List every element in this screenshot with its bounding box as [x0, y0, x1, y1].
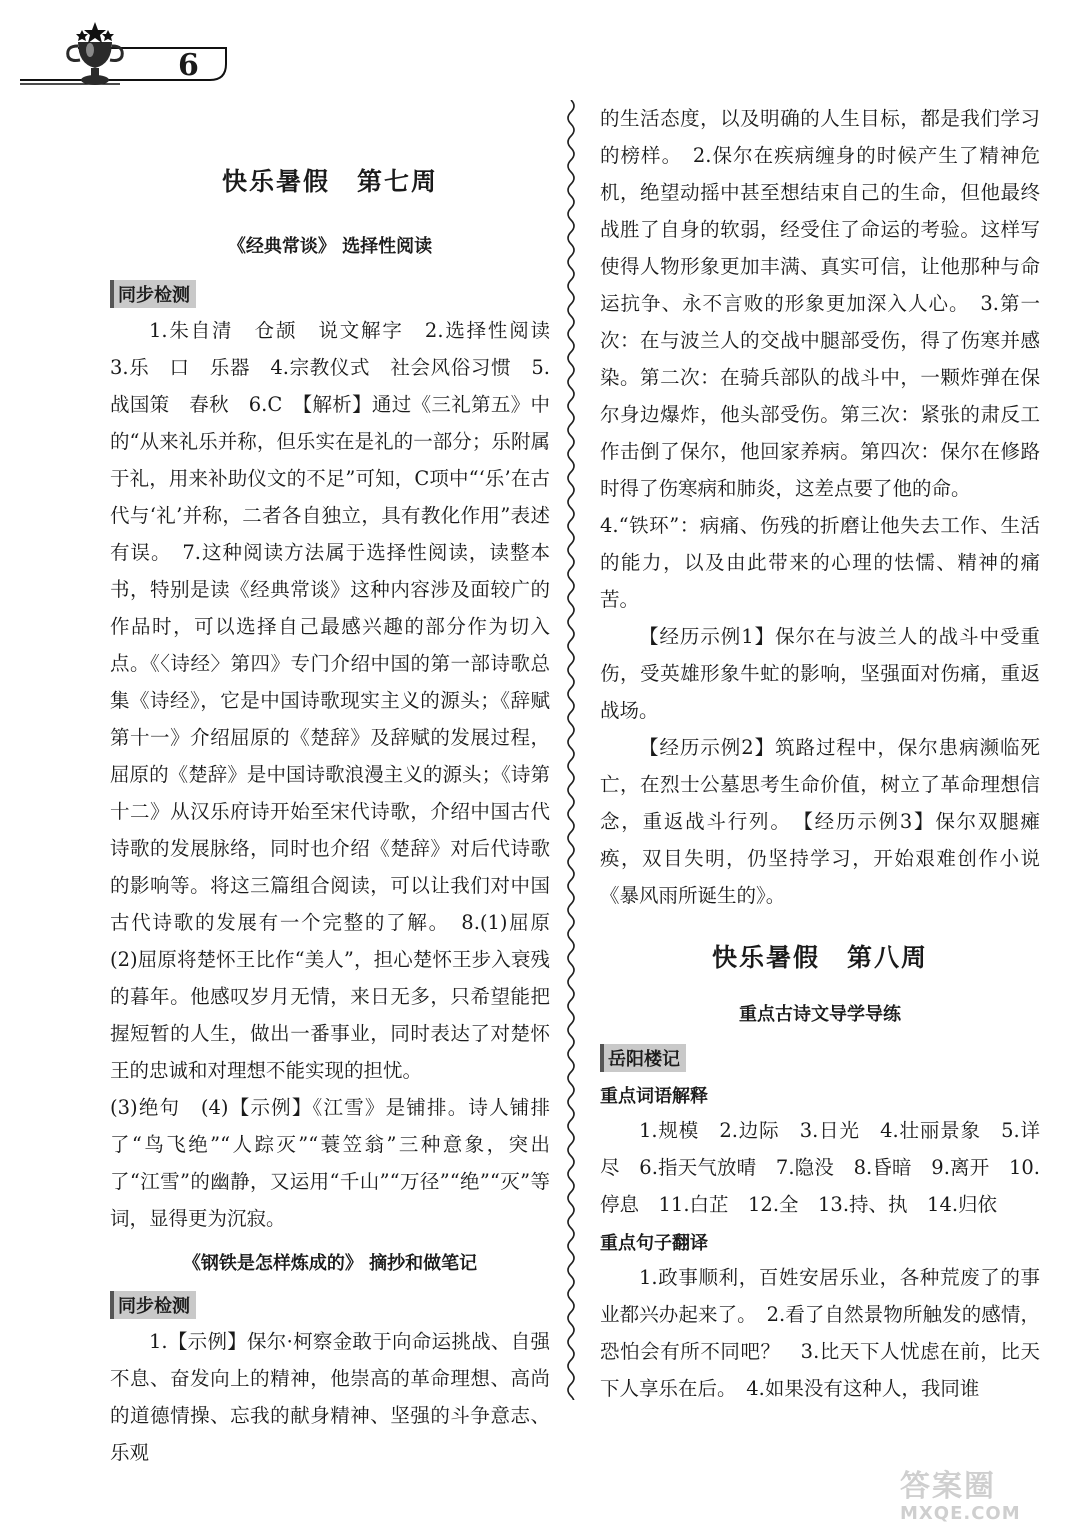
watermark-logo-text: 答案圈: [900, 1469, 996, 1504]
answer-paragraph: 1.【示例】保尔·柯察金敢于向命运挑战、自强不息、奋发向上的精神，他崇高的革命理想、高尚的道德情操、忘我的献身精神、坚强的斗争意志、乐观: [110, 1330, 550, 1464]
answer-paragraph: (3)绝句 (4)【示例】《江雪》是铺排。诗人铺排了“鸟飞绝”“人踪灭”“蓑笠翁”三种意象，突出了“江雪”的幽静，又运用“千山”“万径”“绝”“灭”等词，显得更为沉寂。: [110, 1096, 550, 1230]
answer-paragraph: 1.规模 2.边际 3.日光 4.壮丽景象 5.详尽 6.指天气放晴 7.隐没 8.昏暗 9.离开 10.停息 11.白芷 12.全 13.持、执 14.归依: [600, 1119, 1040, 1216]
section-tag: 岳阳楼记: [600, 1044, 686, 1072]
section-title: 重点古诗文导学导练: [739, 1004, 901, 1025]
page-number: 6: [178, 48, 199, 83]
answer-paragraph: 【经历示例2】筑路过程中，保尔患病濒临死亡，在烈士公墓思考生命价值，树立了革命理想信念，重返战斗行列。 【经历示例3】保尔双腿瘫痪，双目失明，仍坚持学习，开始艰难创作小说《暴风雨所诞生的》。: [600, 736, 1040, 907]
section-title: 《钢铁是怎样炼成的》 摘抄和做笔记: [182, 1253, 478, 1274]
answer-paragraph: 1.朱自清 仓颉 说文解字 2.选择性阅读 3.乐 口 乐器 4.宗教仪式 社会风俗习惯 5.战国策 春秋 6.C 【解析】通过《三礼第五》中的“从来礼乐并称，但乐实在是礼的一部分；乐附属于礼，用来补助仪文的不足”可知，C项中“‘乐’在古代与‘礼’并称，二者各自独立，具有教化作用”表述有误。 7.这种阅读方法属于选择性阅读，读整本书，特别是读《经典常谈》这种内容涉及面较广的作品时，可以选择自己最感兴趣的部分作为切入点。《〈诗经〉第四》专门介绍中国的第一部诗歌总集《诗经》，它是中国诗歌现实主义的源头；《辞赋第十一》介绍屈原的《楚辞》及辞赋的发展过程，屈原的《楚辞》是中国诗歌浪漫主义的源头；《诗第十二》从汉乐府诗开始至宋代诗歌，介绍中国古代诗歌的发展脉络，同时也介绍《楚辞》对后代诗歌的影响等。将这三篇组合阅读，可以让我们对中国古代诗歌的发展有一个完整的了解。 8.(1)屈原 (2)屈原将楚怀王比作“美人”，担心楚怀王步入衰残的暮年。他感叹岁月无情，来日无多，只希望能把握短暂的人生，做出一番事业，同时表达了对楚怀王的忠诚和对理想不能实现的担忧。: [110, 319, 570, 1082]
left-column: [110, 110, 570, 1471]
subheading: 重点词语解释: [600, 1086, 708, 1107]
page-header: [0, 0, 1070, 110]
answer-paragraph: 的生活态度，以及明确的人生目标，都是我们学习的榜样。 2.保尔在疾病缠身的时候产生了精神危机，绝望动摇中甚至想结束自己的生命，但他最终战胜了自身的软弱，经受住了命运的考验。这样写使得人物形象更加丰满、真实可信，让他那种与命运抗争、永不言败的形象更加深入人心。 3.第一次：在与波兰人的交战中腿部受伤，得了伤寒并感染。第二次：在骑兵部队的战斗中，一颗炸弹在保尔身边爆炸，他头部受伤。第三次：紧张的肃反工作击倒了保尔，他回家养病。第四次：保尔在修路时得了伤寒病和肺炎，这差点要了他的命。: [600, 107, 1040, 500]
right-column: [600, 100, 1040, 1407]
subheading: 重点句子翻译: [600, 1233, 708, 1254]
answer-paragraph: 1.政事顺利，百姓安居乐业，各种荒废了的事业都兴办起来了。 2.看了自然景物所触发的感情，恐怕会有所不同吧？ 3.比天下人忧虑在前，比天下人享乐在后。 4.如果没有这种人，我同谁: [600, 1266, 1040, 1400]
trophy-icon: [60, 18, 130, 88]
answer-paragraph: 4.“铁环”：病痛、伤残的折磨让他失去工作、生活的能力，以及由此带来的心理的怯懦、精神的痛苦。: [600, 514, 1040, 611]
section-title: 《经典常谈》 选择性阅读: [227, 236, 433, 257]
section-tag: 同步检测: [110, 1291, 196, 1319]
week-title: 快乐暑假 第八周: [711, 943, 928, 972]
section-tag: 同步检测: [110, 280, 196, 308]
watermark-url: MXQE.COM: [900, 1503, 1021, 1524]
column-divider: [562, 100, 580, 1400]
watermark: [900, 1470, 1060, 1530]
week-title: 快乐暑假 第七周: [221, 167, 438, 196]
answer-paragraph: 【经历示例1】保尔在与波兰人的战斗中受重伤，受英雄形象牛虻的影响，坚强面对伤痛，重返战场。: [600, 625, 1040, 722]
